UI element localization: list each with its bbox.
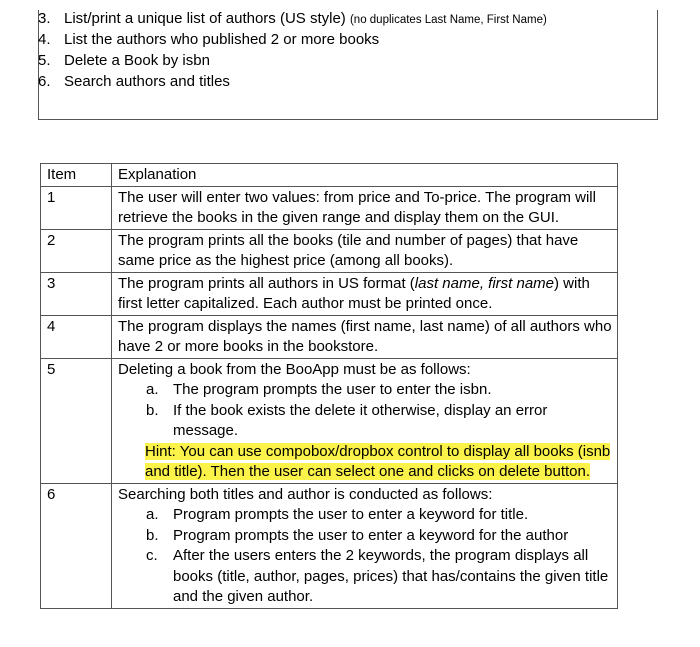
requirement-note: (no duplicates Last Name, First Name) — [349, 14, 547, 26]
sub-item: b. Program prompts the user to enter a keyword for the author — [146, 526, 569, 544]
requirement-text: Delete a Book by isbn — [64, 52, 210, 69]
item-explanation: The program prints all authors in US format (last name, first name) with first letter capitalized. Each author must be printed once. — [112, 272, 618, 315]
table-row — [41, 272, 618, 315]
sub-item: c. After the users enters the 2 keywords, the program displays all books (title, author, pages, prices) that has/contains the given title and the given author. — [146, 547, 609, 605]
table-row — [41, 358, 618, 483]
hint-block — [118, 442, 613, 483]
item-number: 3 — [41, 272, 112, 315]
table-row — [41, 483, 618, 608]
item-number: 1 — [41, 186, 112, 229]
item-header: Item — [41, 164, 112, 187]
requirement-item: 4. List the authors who published 2 or more books — [38, 31, 380, 48]
item-number: 6 — [41, 483, 112, 608]
highlighted-hint: Hint: You can use compobox/dropbox control to display all books (isnb and title). Then the user can select one and clicks on delete button. — [145, 442, 611, 480]
item-explanation: The user will enter two values: from price and To-price. The program will retrieve the books in the given range and display them on the GUI. — [112, 186, 618, 229]
sub-item: b. If the book exists the delete it otherwise, display an error message. — [146, 401, 548, 439]
item-explanation: The program prints all the books (tile and number of pages) that have same price as the highest price (among all books). — [112, 229, 618, 272]
item-explanation: Deleting a book from the BooApp must be as follows: a. The program prompts the user to enter the isbn. b. If the book exists the delete it otherwise, display an error message. Hint: You can use compobox/dropbox control to display all books (isnb and title). Then the user can select one and clicks on delete button. — [112, 358, 618, 483]
sub-item: a. Program prompts the user to enter a keyword for title. — [146, 506, 529, 523]
requirement-text: List the authors who published 2 or more books — [64, 31, 380, 48]
requirement-text: List/print a unique list of authors (US style) — [64, 10, 346, 27]
explanation-header: Explanation — [112, 164, 618, 187]
sub-item: a. The program prompts the user to enter the isbn. — [146, 381, 492, 398]
requirements-list — [38, 8, 547, 92]
item-number: 2 — [41, 229, 112, 272]
item-number: 4 — [41, 315, 112, 358]
item-number: 5 — [41, 358, 112, 483]
italic-text: last name, first name — [414, 274, 554, 292]
table-row — [41, 229, 618, 272]
table-header-row — [41, 164, 618, 187]
requirement-text: Search authors and titles — [64, 73, 230, 90]
requirement-item: 6. Search authors and titles — [38, 73, 230, 90]
item-explanation: Searching both titles and author is conducted as follows: a. Program prompts the user to enter a keyword for title. b. Program prompts the user to enter a keyword for the author c. After the users enters the 2 keywords, the program displays all books (title, author, pages, prices) that has/contains the given title and the given author. — [112, 483, 618, 608]
table-row — [41, 315, 618, 358]
requirement-item: 5. Delete a Book by isbn — [38, 52, 210, 69]
table-row — [41, 186, 618, 229]
items-table — [40, 163, 618, 609]
item-explanation: The program displays the names (first name, last name) of all authors who have 2 or more books in the bookstore. — [112, 315, 618, 358]
requirement-item: 3. List/print a unique list of authors (US style) (no duplicates Last Name, First Name) — [38, 10, 547, 27]
